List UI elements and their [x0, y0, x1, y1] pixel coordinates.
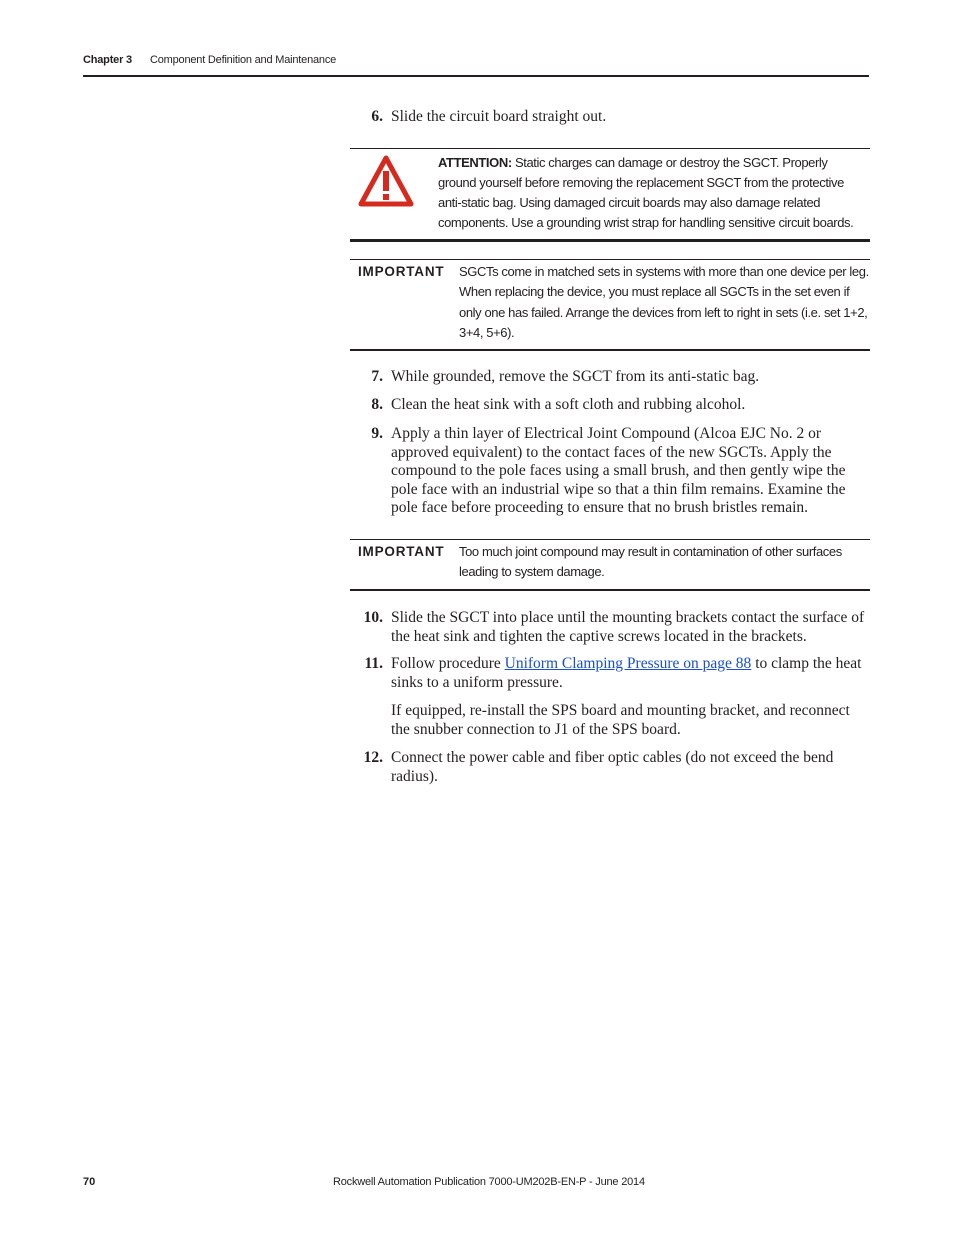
attention-text: [438, 153, 863, 233]
step-number: 10.: [363, 609, 383, 626]
step-number: 6.: [371, 108, 383, 125]
attention-body: Static charges can damage or destroy the SGCT. Properly ground yourself before removing the replacement SGCT from the protective anti-static bag. Using damaged circuit boards may also damage related components. Use a grounding wrist strap for handling sensitive circuit boards.: [438, 155, 854, 230]
step-text-before: Follow procedure: [391, 655, 505, 672]
step-number: 8.: [371, 396, 383, 413]
page-number: 70: [83, 1176, 96, 1188]
step-number: 12.: [363, 749, 383, 766]
uniform-clamping-link[interactable]: Uniform Clamping Pressure on page 88: [504, 655, 752, 672]
attention-lead: ATTENTION:: [438, 155, 512, 170]
step-text: [391, 655, 870, 692]
important-text: Too much joint compound may result in contamination of other surfaces leading to system damage.: [459, 544, 842, 580]
step-text: While grounded, remove the SGCT from its anti-static bag.: [391, 368, 760, 385]
step-text: Slide the SGCT into place until the mounting brackets contact the surface of the heat sink and tighten the captive screws located in the brackets.: [391, 609, 865, 645]
step-11-note: If equipped, re-install the SPS board and mounting bracket, and reconnect the snubber connection to J1 of the SPS board.: [391, 702, 850, 738]
step-number: 7.: [371, 368, 383, 385]
important-label: IMPORTANT: [358, 264, 445, 279]
step-text: Clean the heat sink with a soft cloth and rubbing alcohol.: [391, 396, 746, 413]
step-text-after: to clamp the heat sinks to a uniform pressure.: [391, 655, 862, 691]
step-number: 9.: [371, 425, 383, 442]
header-rule: [83, 75, 869, 77]
important-label: IMPORTANT: [358, 544, 445, 559]
step-text: Connect the power cable and fiber optic cables (do not exceed the bend radius).: [391, 749, 834, 785]
chapter-label: Chapter 3: [83, 54, 132, 66]
important-callout-2: [350, 539, 870, 591]
important-callout-1: [350, 259, 870, 351]
warning-triangle-icon: [358, 155, 414, 207]
step-text: Slide the circuit board straight out.: [391, 108, 607, 125]
running-header: [83, 54, 337, 66]
step-number: 11.: [364, 655, 383, 672]
step-text: Apply a thin layer of Electrical Joint Compound (Alcoa EJC No. 2 or approved equivalent) to the contact faces of the new SGCTs. Apply the compound to the pole faces using a small brush, and then gently wipe the pole face with an industrial wipe so that a thin film remains. Examine the pole face before proceeding to ensure that no brush bristles remain.: [391, 425, 846, 516]
important-text: SGCTs come in matched sets in systems with more than one device per leg. When replacing the device, you must replace all SGCTs in the set even if only one has failed. Arrange the devices from left to right in sets (i.e. set 1+2, 3+4, 5+6).: [459, 264, 869, 341]
attention-callout: [350, 148, 870, 242]
publication-footer: Rockwell Automation Publication 7000-UM202B-EN-P - June 2014: [333, 1176, 645, 1188]
section-title: Component Definition and Maintenance: [150, 54, 337, 66]
